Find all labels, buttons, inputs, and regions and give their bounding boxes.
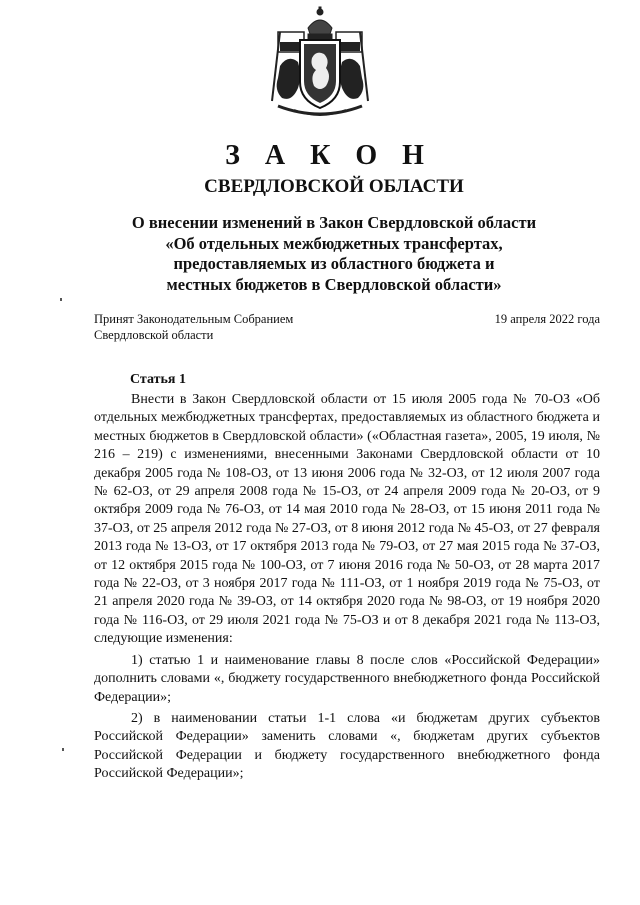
adopted-by-line: Свердловской области: [94, 328, 214, 342]
law-title-line: предоставляемых из областного бюджета и: [173, 254, 495, 273]
article-paragraph: Внести в Закон Свердловской области от 15 июля 2005 года № 70-ОЗ «Об отдельных межбюджетных трансфертах, предоставляемых из областного бюджета и местных бюджетов в Свердловской области» («Областная газета», 2005, 19 июля, № 216 – 219) с изменениями, внесенными Законами Свердловской области от 10 декабря 2005 года № 108-ОЗ, от 13 июня 2006 года № 32-ОЗ, от 12 июля 2007 года № 62-ОЗ, от 29 апреля 2008 года № 15-ОЗ, от 24 апреля 2009 года № 20-ОЗ, от 9 октября 2009 года № 76-ОЗ, от 14 мая 2010 года № 28-ОЗ, от 15 июня 2011 года № 37-ОЗ, от 25 апреля 2012 года № 27-ОЗ, от 8 июня 2012 года № 45-ОЗ, от 27 февраля 2013 года № 13-ОЗ, от 17 октября 2013 года № 79-ОЗ, от 27 мая 2015 года № 37-ОЗ, от 12 октября 2015 года № 100-ОЗ, от 7 июня 2016 года № 50-ОЗ, от 28 марта 2017 года № 22-ОЗ, от 3 ноября 2017 года № 111-ОЗ, от 1 ноября 2019 года № 75-ОЗ, от 21 апреля 2020 года № 39-ОЗ, от 14 октября 2020 года № 98-ОЗ, от 19 ноября 2020 года № 116-ОЗ, от 29 июля 2021 года № 75-ОЗ и от 8 декабря 2021 года № 113-ОЗ, следующие изменения:: [94, 392, 600, 647]
adoption-date: 19 апреля 2022 года: [494, 312, 600, 326]
article-body: [94, 391, 600, 787]
scan-mark: [60, 298, 62, 301]
adopted-by: [94, 311, 293, 343]
law-title-line: «Об отдельных межбюджетных трансфертах,: [165, 233, 503, 253]
document-title: З А К О Н: [225, 140, 433, 171]
article-paragraph: 2) в наименовании статьи 1-1 слова «и бюджетам других субъектов Российской Федерации» заменить словами «, бюджетам других субъектов Российской Федерации и бюджету государственного внебюджетного фонда Российской Федерации»;: [94, 710, 600, 782]
article-heading: Статья 1: [130, 372, 186, 387]
law-title-line: местных бюджетов в Свердловской области»: [166, 274, 502, 294]
coat-of-arms-icon: [258, 6, 382, 122]
law-title: [0, 213, 640, 295]
region-name: СВЕРДЛОВСКОЙ ОБЛАСТИ: [204, 176, 464, 197]
article-paragraph: 1) статью 1 и наименование главы 8 после слов «Российской Федерации» дополнить словами «, бюджету государственного внебюджетного фонда Российской Федерации»;: [94, 652, 600, 705]
adopted-by-line: Принят Законодательным Собранием: [94, 312, 294, 326]
scan-mark: [62, 748, 64, 751]
law-title-line: О внесении изменений в Закон Свердловской области: [131, 213, 537, 232]
